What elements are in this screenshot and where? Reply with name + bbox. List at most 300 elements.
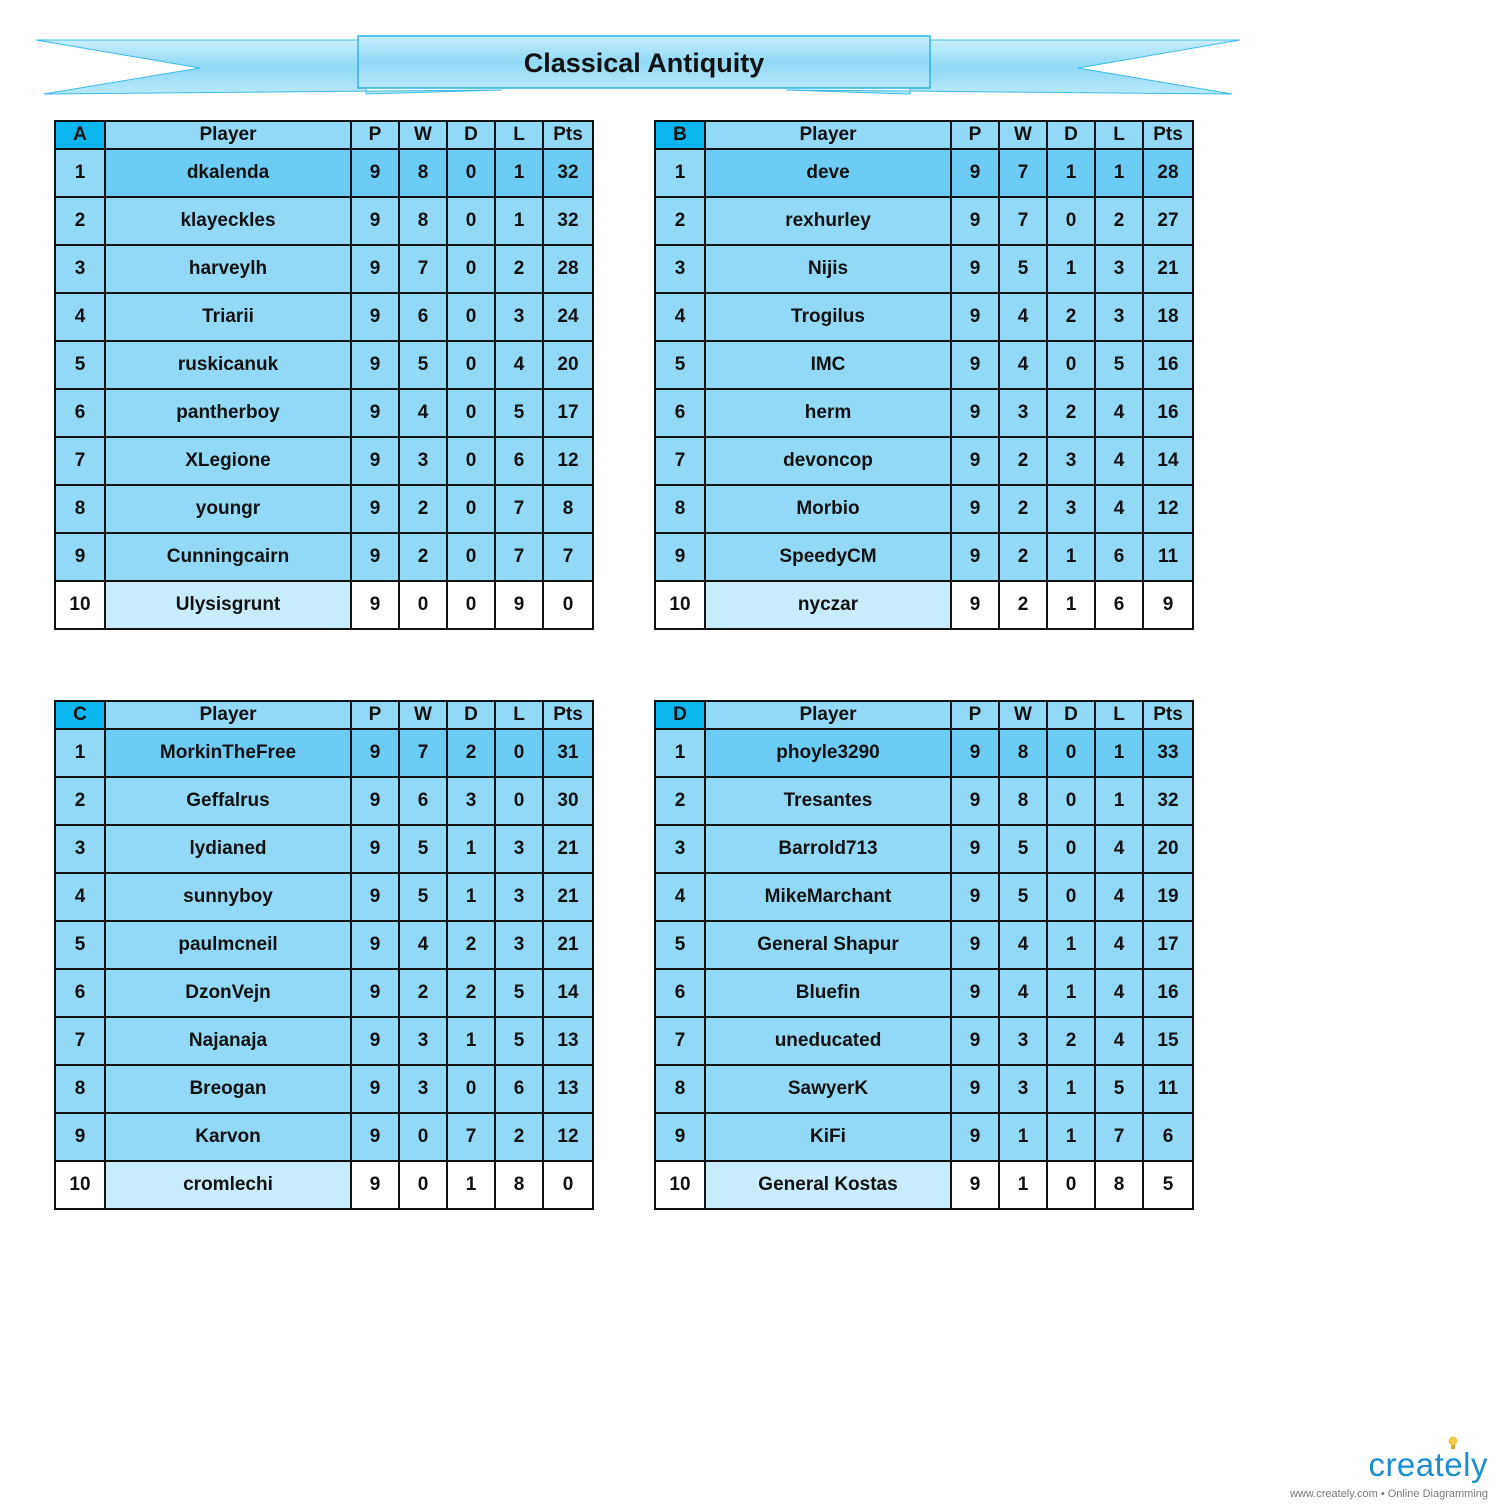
played-cell: 9 [951, 873, 999, 921]
wins-cell: 4 [399, 921, 447, 969]
losses-cell: 7 [495, 485, 543, 533]
table-row [55, 969, 593, 1017]
wins-cell: 4 [999, 293, 1047, 341]
rank-cell: 3 [655, 245, 705, 293]
losses-cell: 2 [495, 1113, 543, 1161]
column-header-pts: Pts [1143, 121, 1193, 149]
player-name: Bluefin [705, 969, 951, 1017]
losses-cell: 3 [1095, 245, 1143, 293]
table-row [655, 1017, 1193, 1065]
draws-cell: 0 [447, 197, 495, 245]
player-name: phoyle3290 [705, 729, 951, 777]
rank-cell: 9 [655, 1113, 705, 1161]
draws-cell: 0 [447, 293, 495, 341]
points-cell: 13 [543, 1065, 593, 1113]
losses-cell: 9 [495, 581, 543, 629]
wins-cell: 3 [399, 1017, 447, 1065]
points-cell: 7 [543, 533, 593, 581]
logo-tagline: www.creately.com • Online Diagramming [1289, 1488, 1488, 1500]
rank-cell: 3 [55, 245, 105, 293]
rank-cell: 7 [655, 437, 705, 485]
rank-cell: 1 [655, 729, 705, 777]
wins-cell: 4 [999, 969, 1047, 1017]
played-cell: 9 [351, 777, 399, 825]
column-header-p: P [951, 701, 999, 729]
table-row [655, 389, 1193, 437]
rank-cell: 10 [655, 1161, 705, 1209]
table-row [55, 197, 593, 245]
losses-cell: 4 [1095, 437, 1143, 485]
draws-cell: 1 [1047, 969, 1095, 1017]
played-cell: 9 [951, 969, 999, 1017]
losses-cell: 4 [1095, 1017, 1143, 1065]
page-title: Classical Antiquity [523, 47, 765, 78]
player-name: paulmcneil [105, 921, 351, 969]
draws-cell: 0 [447, 581, 495, 629]
table-row [55, 1017, 593, 1065]
player-name: XLegione [105, 437, 351, 485]
draws-cell: 0 [1047, 825, 1095, 873]
wins-cell: 3 [999, 389, 1047, 437]
rank-cell: 6 [655, 389, 705, 437]
rank-cell: 9 [55, 1113, 105, 1161]
points-cell: 28 [543, 245, 593, 293]
played-cell: 9 [951, 341, 999, 389]
points-cell: 12 [543, 1113, 593, 1161]
table-row [655, 825, 1193, 873]
player-name: General Kostas [705, 1161, 951, 1209]
losses-cell: 7 [495, 533, 543, 581]
points-cell: 11 [1143, 1065, 1193, 1113]
player-name: klayeckles [105, 197, 351, 245]
column-header-d: D [1047, 701, 1095, 729]
table-row [655, 1113, 1193, 1161]
points-cell: 31 [543, 729, 593, 777]
points-cell: 24 [543, 293, 593, 341]
rank-cell: 2 [55, 197, 105, 245]
points-cell: 17 [1143, 921, 1193, 969]
logo-wordmark: creately [1368, 1446, 1488, 1483]
column-header-player: Player [105, 121, 351, 149]
column-header-pts: Pts [543, 121, 593, 149]
losses-cell: 1 [495, 149, 543, 197]
rank-cell: 7 [55, 1017, 105, 1065]
player-name: Trogilus [705, 293, 951, 341]
player-name: MorkinTheFree [105, 729, 351, 777]
table-row [655, 485, 1193, 533]
draws-cell: 3 [447, 777, 495, 825]
losses-cell: 1 [1095, 729, 1143, 777]
table-row [655, 729, 1193, 777]
player-name: SpeedyCM [705, 533, 951, 581]
wins-cell: 3 [999, 1017, 1047, 1065]
player-name: cromlechi [105, 1161, 351, 1209]
column-header-w: W [399, 121, 447, 149]
rank-cell: 6 [655, 969, 705, 1017]
table-row [55, 293, 593, 341]
table-row [655, 149, 1193, 197]
played-cell: 9 [951, 581, 999, 629]
rank-cell: 4 [55, 873, 105, 921]
points-cell: 20 [543, 341, 593, 389]
played-cell: 9 [951, 389, 999, 437]
draws-cell: 0 [1047, 873, 1095, 921]
rank-cell: 5 [655, 921, 705, 969]
wins-cell: 7 [999, 149, 1047, 197]
rank-cell: 8 [655, 485, 705, 533]
played-cell: 9 [351, 1017, 399, 1065]
wins-cell: 7 [399, 729, 447, 777]
losses-cell: 5 [495, 1017, 543, 1065]
draws-cell: 0 [447, 149, 495, 197]
table-row [655, 341, 1193, 389]
draws-cell: 1 [1047, 1065, 1095, 1113]
points-cell: 28 [1143, 149, 1193, 197]
played-cell: 9 [951, 1065, 999, 1113]
table-row [655, 533, 1193, 581]
draws-cell: 0 [447, 341, 495, 389]
player-name: devoncop [705, 437, 951, 485]
points-cell: 9 [1143, 581, 1193, 629]
played-cell: 9 [951, 149, 999, 197]
table-row [655, 777, 1193, 825]
wins-cell: 4 [399, 389, 447, 437]
player-name: KiFi [705, 1113, 951, 1161]
table-row [55, 1065, 593, 1113]
rank-cell: 5 [55, 341, 105, 389]
player-name: Tresantes [705, 777, 951, 825]
losses-cell: 2 [495, 245, 543, 293]
column-header-w: W [999, 121, 1047, 149]
played-cell: 9 [351, 1113, 399, 1161]
rank-cell: 6 [55, 969, 105, 1017]
table-row [55, 485, 593, 533]
draws-cell: 0 [1047, 729, 1095, 777]
wins-cell: 1 [999, 1113, 1047, 1161]
draws-cell: 0 [447, 1065, 495, 1113]
points-cell: 27 [1143, 197, 1193, 245]
wins-cell: 5 [999, 825, 1047, 873]
column-header-player: Player [705, 701, 951, 729]
player-name: Geffalrus [105, 777, 351, 825]
table-row [655, 581, 1193, 629]
table-row [55, 729, 593, 777]
wins-cell: 4 [999, 341, 1047, 389]
column-header-player: Player [105, 701, 351, 729]
rank-cell: 4 [55, 293, 105, 341]
table-row [655, 1065, 1193, 1113]
points-cell: 18 [1143, 293, 1193, 341]
played-cell: 9 [351, 825, 399, 873]
played-cell: 9 [351, 437, 399, 485]
losses-cell: 4 [1095, 825, 1143, 873]
points-cell: 14 [543, 969, 593, 1017]
rank-cell: 2 [55, 777, 105, 825]
played-cell: 9 [951, 293, 999, 341]
column-header-w: W [399, 701, 447, 729]
draws-cell: 2 [1047, 293, 1095, 341]
points-cell: 8 [543, 485, 593, 533]
played-cell: 9 [951, 1017, 999, 1065]
losses-cell: 6 [1095, 581, 1143, 629]
played-cell: 9 [951, 197, 999, 245]
wins-cell: 8 [399, 197, 447, 245]
draws-cell: 0 [1047, 777, 1095, 825]
draws-cell: 0 [1047, 1161, 1095, 1209]
column-header-pts: Pts [1143, 701, 1193, 729]
table-row [655, 969, 1193, 1017]
draws-cell: 1 [1047, 149, 1095, 197]
group-label: C [55, 701, 105, 729]
points-cell: 15 [1143, 1017, 1193, 1065]
player-name: youngr [105, 485, 351, 533]
losses-cell: 8 [1095, 1161, 1143, 1209]
wins-cell: 0 [399, 1113, 447, 1161]
points-cell: 11 [1143, 533, 1193, 581]
player-name: DzonVejn [105, 969, 351, 1017]
wins-cell: 4 [999, 921, 1047, 969]
points-cell: 19 [1143, 873, 1193, 921]
table-row [655, 437, 1193, 485]
points-cell: 6 [1143, 1113, 1193, 1161]
losses-cell: 3 [495, 921, 543, 969]
player-name: Najanaja [105, 1017, 351, 1065]
rank-cell: 7 [55, 437, 105, 485]
rank-cell: 2 [655, 777, 705, 825]
losses-cell: 6 [495, 1065, 543, 1113]
played-cell: 9 [351, 245, 399, 293]
rank-cell: 8 [55, 1065, 105, 1113]
losses-cell: 6 [1095, 533, 1143, 581]
draws-cell: 1 [1047, 533, 1095, 581]
draws-cell: 1 [1047, 581, 1095, 629]
draws-cell: 2 [1047, 1017, 1095, 1065]
player-name: MikeMarchant [705, 873, 951, 921]
table-row [55, 437, 593, 485]
player-name: General Shapur [705, 921, 951, 969]
player-name: Nijis [705, 245, 951, 293]
draws-cell: 1 [447, 873, 495, 921]
column-header-l: L [495, 121, 543, 149]
column-header-p: P [951, 121, 999, 149]
draws-cell: 1 [1047, 1113, 1095, 1161]
table-row [55, 921, 593, 969]
points-cell: 21 [543, 825, 593, 873]
losses-cell: 4 [1095, 921, 1143, 969]
points-cell: 13 [543, 1017, 593, 1065]
wins-cell: 8 [999, 777, 1047, 825]
wins-cell: 8 [399, 149, 447, 197]
group-label: D [655, 701, 705, 729]
column-header-l: L [1095, 701, 1143, 729]
points-cell: 32 [1143, 777, 1193, 825]
wins-cell: 5 [399, 873, 447, 921]
wins-cell: 2 [999, 437, 1047, 485]
wins-cell: 7 [999, 197, 1047, 245]
losses-cell: 4 [495, 341, 543, 389]
played-cell: 9 [351, 1161, 399, 1209]
column-header-d: D [447, 701, 495, 729]
creately-logo[interactable] [1270, 1436, 1500, 1502]
player-name: SawyerK [705, 1065, 951, 1113]
losses-cell: 4 [1095, 389, 1143, 437]
player-name: harveylh [105, 245, 351, 293]
played-cell: 9 [351, 873, 399, 921]
player-name: lydianed [105, 825, 351, 873]
draws-cell: 2 [447, 921, 495, 969]
played-cell: 9 [351, 149, 399, 197]
wins-cell: 0 [399, 581, 447, 629]
player-name: sunnyboy [105, 873, 351, 921]
wins-cell: 8 [999, 729, 1047, 777]
column-header-p: P [351, 121, 399, 149]
table-row [655, 921, 1193, 969]
losses-cell: 2 [1095, 197, 1143, 245]
draws-cell: 2 [447, 969, 495, 1017]
draws-cell: 1 [447, 825, 495, 873]
played-cell: 9 [351, 1065, 399, 1113]
rank-cell: 10 [55, 1161, 105, 1209]
table-row [655, 1161, 1193, 1209]
draws-cell: 0 [447, 389, 495, 437]
losses-cell: 5 [1095, 341, 1143, 389]
losses-cell: 1 [1095, 149, 1143, 197]
rank-cell: 1 [655, 149, 705, 197]
losses-cell: 8 [495, 1161, 543, 1209]
played-cell: 9 [951, 485, 999, 533]
rank-cell: 8 [55, 485, 105, 533]
player-name: Triarii [105, 293, 351, 341]
draws-cell: 0 [447, 485, 495, 533]
points-cell: 12 [1143, 485, 1193, 533]
column-header-player: Player [705, 121, 951, 149]
played-cell: 9 [951, 1161, 999, 1209]
points-cell: 16 [1143, 969, 1193, 1017]
player-name: ruskicanuk [105, 341, 351, 389]
player-name: Barrold713 [705, 825, 951, 873]
points-cell: 0 [543, 581, 593, 629]
player-name: dkalenda [105, 149, 351, 197]
points-cell: 21 [543, 873, 593, 921]
column-header-l: L [1095, 121, 1143, 149]
points-cell: 5 [1143, 1161, 1193, 1209]
column-header-l: L [495, 701, 543, 729]
column-header-d: D [447, 121, 495, 149]
player-name: herm [705, 389, 951, 437]
rank-cell: 4 [655, 873, 705, 921]
played-cell: 9 [351, 969, 399, 1017]
losses-cell: 3 [1095, 293, 1143, 341]
rank-cell: 1 [55, 729, 105, 777]
wins-cell: 5 [399, 341, 447, 389]
draws-cell: 0 [1047, 197, 1095, 245]
played-cell: 9 [351, 533, 399, 581]
losses-cell: 4 [1095, 873, 1143, 921]
played-cell: 9 [351, 389, 399, 437]
player-name: Morbio [705, 485, 951, 533]
points-cell: 21 [543, 921, 593, 969]
table-row [55, 149, 593, 197]
points-cell: 21 [1143, 245, 1193, 293]
rank-cell: 5 [655, 341, 705, 389]
losses-cell: 6 [495, 437, 543, 485]
draws-cell: 3 [1047, 437, 1095, 485]
player-name: IMC [705, 341, 951, 389]
points-cell: 16 [1143, 341, 1193, 389]
wins-cell: 7 [399, 245, 447, 293]
played-cell: 9 [951, 533, 999, 581]
wins-cell: 2 [999, 533, 1047, 581]
played-cell: 9 [951, 825, 999, 873]
losses-cell: 5 [1095, 1065, 1143, 1113]
group-label: B [655, 121, 705, 149]
table-row [55, 1113, 593, 1161]
player-name: pantherboy [105, 389, 351, 437]
table-row [55, 825, 593, 873]
points-cell: 32 [543, 149, 593, 197]
points-cell: 14 [1143, 437, 1193, 485]
table-row [55, 341, 593, 389]
losses-cell: 0 [495, 729, 543, 777]
wins-cell: 5 [999, 873, 1047, 921]
wins-cell: 3 [999, 1065, 1047, 1113]
points-cell: 16 [1143, 389, 1193, 437]
wins-cell: 2 [399, 969, 447, 1017]
player-name: nyczar [705, 581, 951, 629]
rank-cell: 3 [55, 825, 105, 873]
points-cell: 12 [543, 437, 593, 485]
wins-cell: 2 [399, 533, 447, 581]
losses-cell: 3 [495, 873, 543, 921]
draws-cell: 0 [447, 437, 495, 485]
rank-cell: 6 [55, 389, 105, 437]
standings-table-a [54, 120, 594, 630]
table-row [655, 293, 1193, 341]
played-cell: 9 [351, 729, 399, 777]
player-name: rexhurley [705, 197, 951, 245]
points-cell: 20 [1143, 825, 1193, 873]
played-cell: 9 [951, 245, 999, 293]
standings-table-c [54, 700, 594, 1210]
group-label: A [55, 121, 105, 149]
points-cell: 30 [543, 777, 593, 825]
points-cell: 17 [543, 389, 593, 437]
table-row [55, 581, 593, 629]
losses-cell: 4 [1095, 969, 1143, 1017]
player-name: Ulysisgrunt [105, 581, 351, 629]
draws-cell: 1 [1047, 921, 1095, 969]
draws-cell: 0 [447, 245, 495, 293]
played-cell: 9 [351, 581, 399, 629]
draws-cell: 1 [447, 1017, 495, 1065]
wins-cell: 3 [399, 1065, 447, 1113]
table-row [655, 197, 1193, 245]
table-row [655, 245, 1193, 293]
losses-cell: 3 [495, 825, 543, 873]
losses-cell: 3 [495, 293, 543, 341]
column-header-pts: Pts [543, 701, 593, 729]
table-row [55, 873, 593, 921]
rank-cell: 1 [55, 149, 105, 197]
wins-cell: 2 [999, 485, 1047, 533]
wins-cell: 5 [399, 825, 447, 873]
points-cell: 33 [1143, 729, 1193, 777]
draws-cell: 2 [1047, 389, 1095, 437]
draws-cell: 7 [447, 1113, 495, 1161]
rank-cell: 10 [55, 581, 105, 629]
losses-cell: 1 [1095, 777, 1143, 825]
played-cell: 9 [951, 437, 999, 485]
